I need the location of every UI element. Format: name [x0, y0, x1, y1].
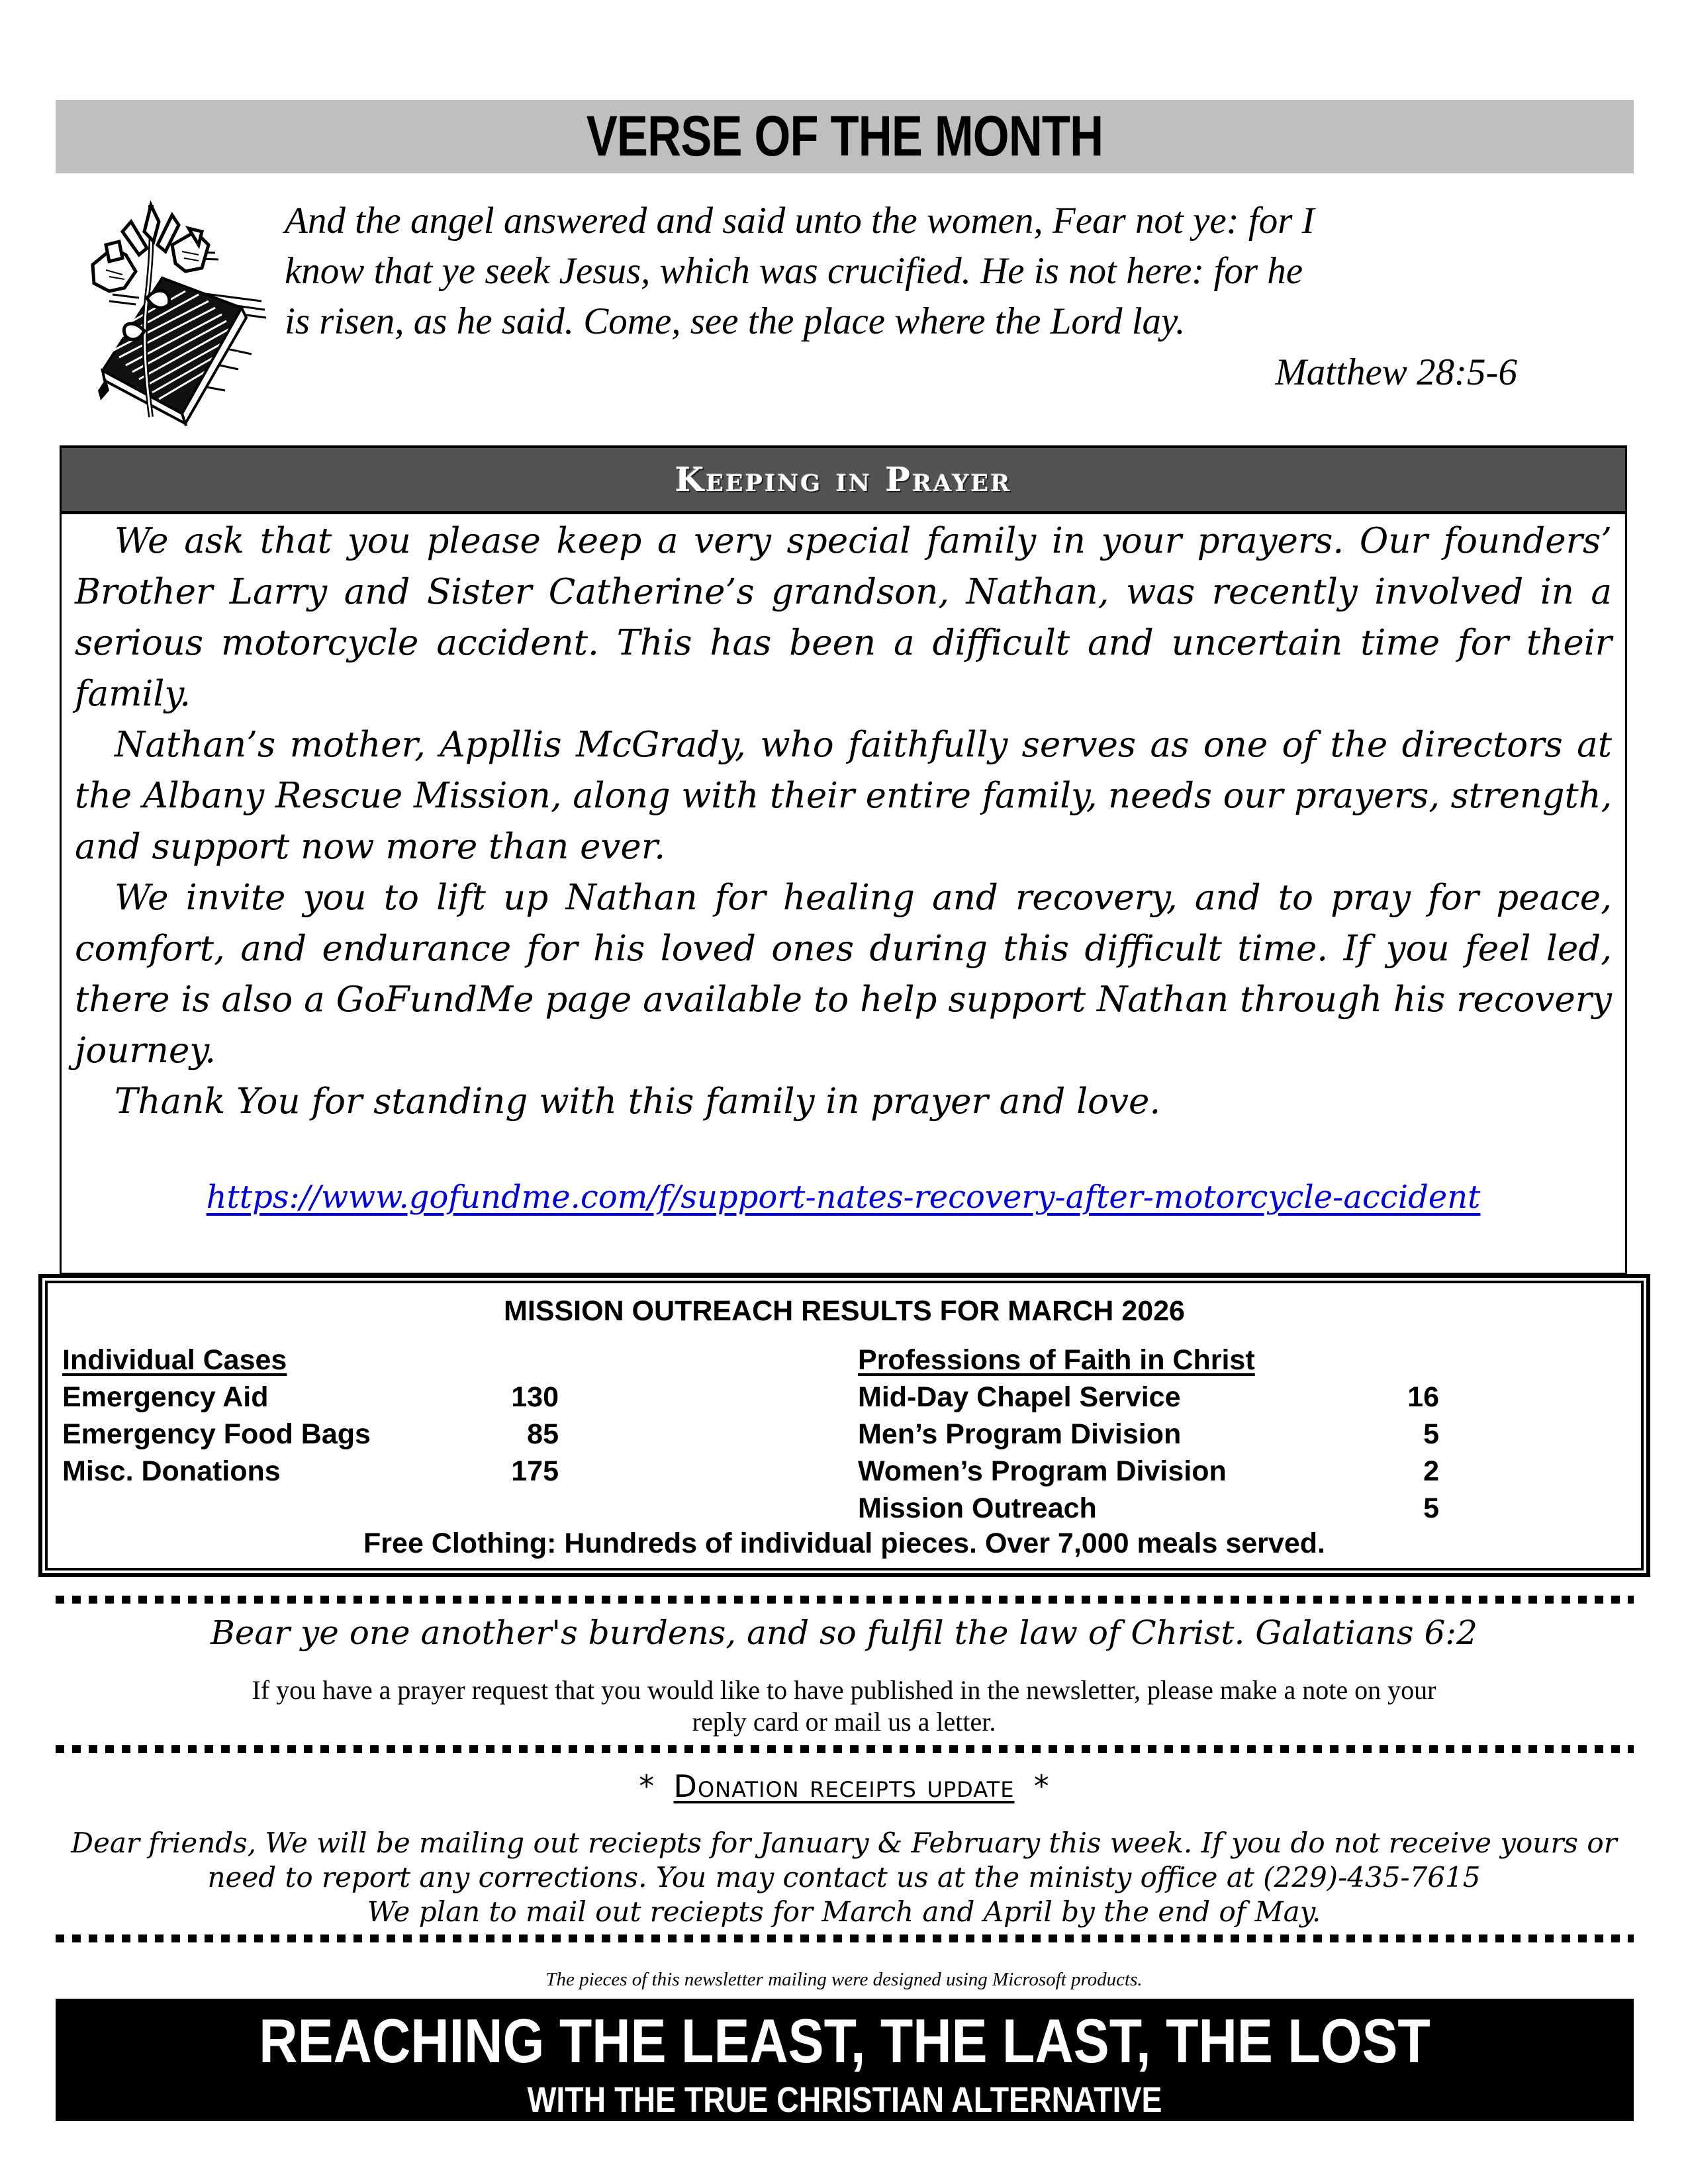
prayer-paragraph-line: We ask that you please keep a very special family in your prayers. Our founders’ — [115, 521, 1612, 561]
prayer-request-note: reply card or mail us a letter. — [692, 1707, 996, 1737]
outreach-row-label: Emergency Aid — [62, 1381, 269, 1413]
dashed-divider — [56, 1596, 1634, 1604]
verse-header-bar — [56, 100, 1634, 173]
outreach-row-value: 5 — [1423, 1492, 1439, 1524]
outreach-row-value: 16 — [1407, 1381, 1439, 1413]
banner-slogan: REACHING THE LEAST, THE LAST, THE LOST — [259, 2006, 1430, 2075]
outreach-row-label: Emergency Food Bags — [62, 1418, 371, 1450]
prayer-paragraph-line: the Albany Rescue Mission, along with their entire family, needs our prayers, strength, — [75, 776, 1613, 816]
outreach-row-value: 2 — [1423, 1455, 1439, 1487]
outreach-title: MISSION OUTREACH RESULTS FOR MARCH 2026 — [504, 1295, 1185, 1327]
prayer-header-bar — [62, 448, 1625, 514]
receipts-update-title — [0, 1768, 1688, 1804]
prayer-title: Keeping in Prayer — [675, 460, 1012, 499]
prayer-paragraph-line: Brother Larry and Sister Catherine’s grandson, Nathan, was recently involved in a — [75, 572, 1612, 612]
receipts-text-line: Dear friends, We will be mailing out reciepts for January & February this week. If you do not receive yours or — [71, 1827, 1617, 1859]
keeping-in-prayer-section — [60, 445, 1627, 1275]
receipts-text-line: need to report any corrections. You may contact us at the ministy office at (229)-435-7615 — [207, 1861, 1481, 1893]
prayer-request-note: If you have a prayer request that you would like to have published in the newsletter, please make a note on your — [252, 1675, 1436, 1705]
professions-heading: Professions of Faith in Christ — [858, 1344, 1255, 1376]
prayer-paragraph-line: serious motorcycle accident. This has been a difficult and uncertain time for their — [75, 623, 1612, 663]
banner-subtitle: WITH THE TRUE CHRISTIAN ALTERNATIVE — [527, 2080, 1162, 2120]
prayer-paragraph-line: there is also a GoFundMe page available to help support Nathan through his recovery — [75, 979, 1612, 1020]
verse-title: VERSE OF THE MONTH — [586, 105, 1103, 168]
outreach-row-label: Mission Outreach — [858, 1492, 1097, 1524]
outreach-row-label: Women’s Program Division — [858, 1455, 1227, 1487]
outreach-row-value: 175 — [511, 1455, 559, 1487]
asterisk-icon: * — [639, 1768, 655, 1804]
outreach-row-value: 130 — [511, 1381, 559, 1413]
microsoft-disclaimer: The pieces of this newsletter mailing were designed using Microsoft products. — [545, 1969, 1143, 1990]
gofundme-link[interactable]: https://www.gofundme.com/f/support-nates-recovery-after-motorcycle-accident — [206, 1179, 1481, 1216]
galatians-verse: Bear ye one another's burdens, and so fulfil the law of Christ. Galatians 6:2 — [211, 1614, 1477, 1652]
verse-text-line: And the angel answered and said unto the women, Fear not ye: for I — [285, 200, 1315, 242]
verse-text-line: is risen, as he said. Come, see the place where the Lord lay. — [285, 300, 1186, 342]
prayer-paragraph-line: family. — [75, 674, 191, 714]
bible-lily-icon — [73, 192, 271, 430]
asterisk-icon: * — [1033, 1768, 1049, 1804]
dashed-divider — [56, 1934, 1634, 1942]
mission-outreach-section — [38, 1274, 1650, 1577]
individual-cases-heading: Individual Cases — [62, 1344, 287, 1376]
prayer-paragraph-line: Nathan’s mother, Appllis McGrady, who faithfully serves as one of the directors at — [115, 725, 1612, 765]
prayer-paragraph-line: comfort, and endurance for his loved ones during this difficult time. If you feel led, — [75, 929, 1612, 969]
footer-banner — [56, 1999, 1634, 2121]
dashed-divider — [56, 1745, 1634, 1753]
verse-text-line: know that ye seek Jesus, which was crucified. He is not here: for he — [285, 250, 1303, 292]
receipts-title-text: Donation receipts update — [673, 1768, 1015, 1804]
outreach-row-value: 85 — [527, 1418, 559, 1450]
outreach-row-label: Misc. Donations — [62, 1455, 281, 1487]
outreach-row-label: Men’s Program Division — [858, 1418, 1182, 1450]
prayer-paragraph-line: and support now more than ever. — [75, 827, 666, 867]
verse-reference: Matthew 28:5-6 — [1275, 351, 1517, 393]
prayer-paragraph-line: journey. — [75, 1030, 216, 1071]
outreach-row-label: Mid-Day Chapel Service — [858, 1381, 1181, 1413]
prayer-paragraph-line: We invite you to lift up Nathan for healing and recovery, and to pray for peace, — [115, 878, 1612, 918]
outreach-footer: Free Clothing: Hundreds of individual pieces. Over 7,000 meals served. — [363, 1527, 1325, 1559]
outreach-row-value: 5 — [1423, 1418, 1439, 1450]
prayer-paragraph-line: Thank You for standing with this family in prayer and love. — [115, 1081, 1161, 1122]
receipts-text-line: We plan to mail out reciepts for March and April by the end of May. — [367, 1895, 1321, 1928]
